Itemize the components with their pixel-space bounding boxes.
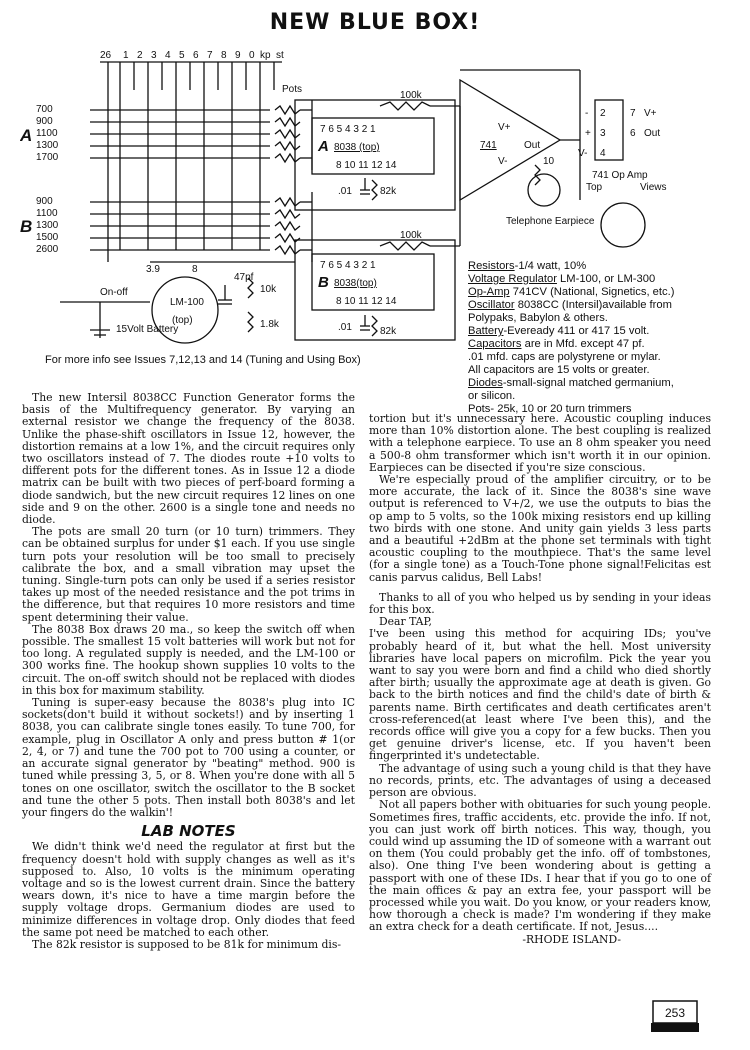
parts-item: Voltage Regulator LM-100, or LM-300 bbox=[468, 273, 656, 285]
group-a-label: A bbox=[20, 126, 33, 145]
freq-label: 1300 bbox=[36, 140, 59, 151]
resistor-10: 10 bbox=[543, 156, 555, 167]
paragraph: We didn't think we'd need the regulator at first but the frequency doesn't hold with supply changes as well as it's supposed to. Also, 10 volts is the minimum operating voltage and so is the lowest current drain. Since the battery wears down, it's nice to have a time margin before the supply voltage drops. Germanium diodes are used to minimize differences in voltage drop. Only diodes that feed the same pot need be matched to each other. bbox=[22, 840, 355, 939]
parts-item: Diodes-small-signal matched germanium, bbox=[468, 377, 674, 389]
lm-top: (top) bbox=[172, 315, 193, 326]
chip-a-label: A bbox=[318, 138, 329, 155]
resistor-1-8k: 1.8k bbox=[260, 319, 279, 330]
opamp-vminus: V- bbox=[498, 156, 508, 167]
lm-pin: 3.9 bbox=[146, 264, 160, 275]
pinout-top: Top bbox=[586, 182, 603, 193]
pinout-views: Views bbox=[640, 182, 667, 193]
paragraph: Not all papers bother with obituaries for such young people. Sometimes fires, traffic accidents, etc. provide the info. If not, you can just work off birth notices. This way, though, you could wind up assuming the ID of someone with a warrant out on them (You could probably get the info. off of tombstones, also). One thing I've been wondering about is getting a passport with one of these IDs. I hear that if you go to one of the main offices & pay an extra fee, your passport will be processed while you wait. Do you know, or your readers know, how thorough a check is made? I'm wondering if they make an extra check for a death certificate. If not, Jesus.... bbox=[369, 798, 711, 934]
page-title: NEW BLUE BOX! bbox=[269, 10, 481, 35]
pinout-sign: + bbox=[585, 128, 591, 139]
freq-label: 900 bbox=[36, 116, 53, 127]
pinout-pin: 4 bbox=[600, 148, 606, 159]
pots-label: Pots bbox=[282, 84, 303, 95]
earpiece-label: Telephone Earpiece bbox=[506, 216, 595, 227]
opamp-vplus: V+ bbox=[498, 122, 511, 133]
keypad-label: 3 bbox=[151, 50, 157, 61]
paragraph: I've been using this method for acquiring IDs; you've probably heard of it, but what the hell. Most university libraries have local papers on microfilm. Pick the year you want to say you were born and find a child who died shortly after birth; usually the approximate age at death is given. Go back to the birth notices and find the child's date of birth & parents name. Birth certificates and death certificates aren't cross-referenced(at least where I've been this), and the records office will give you a copy for a few bucks. Then you get genuine driver's license, etc. If you haven't been fingerprinted it's undetectable. bbox=[369, 627, 711, 763]
chip-b-pins: 7 6 5 4 3 2 1 bbox=[320, 260, 376, 271]
page-number: 253 bbox=[664, 1006, 686, 1020]
paragraph: tortion but it's unnecessary here. Acoustic coupling induces more than 10% distortion alone. The best coupling is realized with a telephone earpiece. To use an 8 ohm speaker you need a 500-8 ohm transformer which isn't worth it in our opinion. Earpieces can be disected if you're size conscious. bbox=[369, 412, 711, 474]
chip-b-pins-bottom: 8 10 11 12 14 bbox=[336, 296, 397, 307]
resistor-100k-a: 100k bbox=[400, 90, 422, 101]
resistor-10k: 10k bbox=[260, 284, 277, 295]
chip-a-name: 8038 (top) bbox=[334, 142, 380, 153]
signature: -RHODE ISLAND- bbox=[522, 932, 621, 946]
keypad-label: 7 bbox=[207, 50, 213, 61]
pinout-sign: V- bbox=[578, 148, 588, 159]
keypad-label: 5 bbox=[179, 50, 185, 61]
onoff-label: On-off bbox=[100, 287, 128, 298]
keypad-label: kp bbox=[260, 50, 271, 61]
freq-label: 1100 bbox=[36, 128, 58, 139]
paragraph: Dear TAP, bbox=[379, 615, 432, 629]
pinout-sign: V+ bbox=[644, 108, 657, 119]
right-column bbox=[369, 413, 711, 946]
paragraph: The pots are small 20 turn (or 10 turn) trimmers. They can be obtained surplus for under $1 each. If you use single turn pots your resolution will be too small to precisely calibrate the box, and a small vibration may upset the tuning. Single-turn pots can only be used if a series resistor takes up most of the needed resistance and the pot trims in the difference, but that requires 10 more resistors and time spent determining their value. bbox=[22, 525, 355, 624]
pinout-pin: 7 bbox=[630, 108, 636, 119]
lab-notes-heading: LAB NOTES bbox=[141, 822, 236, 841]
freq-label: 900 bbox=[36, 196, 53, 207]
group-b-label: B bbox=[20, 217, 33, 236]
paragraph: The 82k resistor is supposed to be 81k for minimum dis- bbox=[32, 937, 342, 951]
paragraph: Thanks to all of you who helped us by sending in your ideas for this box. bbox=[369, 590, 711, 617]
freq-label: 700 bbox=[36, 104, 53, 115]
keypad-label: 6 bbox=[193, 50, 199, 61]
parts-item: Resistors-1/4 watt, 10% bbox=[468, 260, 587, 272]
keypad-label: 9 bbox=[235, 50, 241, 61]
chip-b-label: B bbox=[318, 274, 329, 291]
freq-label: 2600 bbox=[36, 244, 59, 255]
keypad-label: 2 bbox=[137, 50, 143, 61]
keypad-label: 4 bbox=[165, 50, 171, 61]
parts-item: Pots- 25k, 10 or 20 turn trimmers bbox=[468, 403, 632, 415]
pinout-pin: 6 bbox=[630, 128, 636, 139]
keypad-label: 8 bbox=[221, 50, 227, 61]
pinout-pin: 2 bbox=[600, 108, 606, 119]
resistor-82k-a: 82k bbox=[380, 186, 397, 197]
page-number-badge bbox=[650, 998, 700, 1034]
battery-label: 15Volt Battery bbox=[116, 324, 179, 335]
opamp-out: Out bbox=[524, 140, 541, 151]
pinout-title: 741 Op Amp bbox=[592, 170, 648, 181]
paragraph: The advantage of using such a young child is that they have no records, prints, etc. The advantages of using a deceased person are obvious. bbox=[369, 761, 711, 800]
freq-label: 1500 bbox=[36, 232, 59, 243]
paragraph: The new Intersil 8038CC Function Generator forms the basis of the Multifrequency generator. By varying an external resistor we change the frequency of the 8038. Unlike the phase-shift oscillators in Issue 12, however, the distortion remains at a low 1%, and the circuit requires only two oscillators instead of 7. The diodes route +10 volts to different pots for the different tones. As in Issue 12 a diode matrix can be built with two pieces of perf-board forming a diode sandwich, but the new circuit requires 12 lines on one side and 9 on the other. 2600 is a single tone and needs no diode. bbox=[22, 391, 355, 527]
keypad-label: 1 bbox=[123, 50, 129, 61]
opamp-name: 741 bbox=[480, 140, 497, 151]
pinout-sign: Out bbox=[644, 128, 661, 139]
parts-item: Polypaks, Babylon & others. bbox=[468, 312, 608, 324]
parts-item: Battery-Eveready 411 or 417 15 volt. bbox=[468, 325, 650, 337]
chip-b-name: 8038(top) bbox=[334, 278, 377, 289]
left-column bbox=[22, 392, 355, 951]
parts-list bbox=[468, 260, 738, 416]
freq-label: 1100 bbox=[36, 208, 58, 219]
pinout-sign: - bbox=[585, 108, 589, 119]
paragraph: We're especially proud of the amplifier circuitry, or to be more accurate, the lack of it. Since the 8038's sine wave output is referenced to V+/2, we use the outputs to bias the op amp to 5 volts, so the 100k mixing resistors end up killing two birds with one stone. And unity gain yields 3 less parts and a beautiful +2dBm at the phone set terminals with tight acoustic coupling to the mouthpiece. That's the same level (for a single tone) as a Touch-Tone phone signal!Felicitas est canis parvus calidus, Bell Labs! bbox=[369, 473, 711, 584]
lm-label: LM-100 bbox=[170, 297, 204, 308]
paragraph: Tuning is super-easy because the 8038's plug into IC sockets(don't build it without sockets!) and by inserting 1 8038, you can calibrate single tones easily. To tune 700, for example, plug in Oscillator A only and press button # 1(or 2, 4, or 7) and tune the 700 pot to 700 using a counter, or an accurate signal generator by "beating" method. 900 is tuned while pressing 3, 5, or 8. When you're done with all 5 tones on one oscillator, switch the oscillator to the B socket and tune the other 5 pots. Then install both 8038's and let your fingers do the walkin'! bbox=[22, 696, 355, 819]
cap-01-b: .01 bbox=[338, 322, 352, 333]
chip-a-pins: 7 6 5 4 3 2 1 bbox=[320, 124, 376, 135]
lm-pin: 8 bbox=[192, 264, 198, 275]
cap-01-a: .01 bbox=[338, 186, 352, 197]
parts-item: Op-Amp 741CV (National, Signetics, etc.) bbox=[468, 286, 675, 298]
resistor-100k-b: 100k bbox=[400, 230, 422, 241]
parts-item: Oscillator 8038CC (Intersil)available from bbox=[468, 299, 672, 311]
keypad-label: 0 bbox=[249, 50, 255, 61]
keypad-label: 26 bbox=[100, 50, 112, 61]
freq-label: 1700 bbox=[36, 152, 59, 163]
parts-item: or silicon. bbox=[468, 390, 516, 402]
parts-item: Capacitors are in Mfd. except 47 pf. bbox=[468, 338, 645, 350]
freq-label: 1300 bbox=[36, 220, 59, 231]
parts-item: All capacitors are 15 volts or greater. bbox=[468, 364, 650, 376]
keypad-label: st bbox=[276, 50, 284, 61]
chip-a-pins-bottom: 8 10 11 12 14 bbox=[336, 160, 397, 171]
resistor-82k-b: 82k bbox=[380, 326, 397, 337]
parts-item: .01 mfd. caps are polystyrene or mylar. bbox=[468, 351, 661, 363]
paragraph: The 8038 Box draws 20 ma., so keep the switch off when possible. The smallest 15 volt batteries will work but not for too long. A regulated supply is needed, and the LM-100 or 300 works fine. The hookup shown supplies 10 volts to the circuit. The on-off switch should not be replaced with diodes in this box for maximum stability. bbox=[22, 622, 355, 697]
cap-47pf: 47pf bbox=[234, 272, 254, 283]
pinout-pin: 3 bbox=[600, 128, 606, 139]
schematic-caption: For more info see Issues 7,12,13 and 14 (Tuning and Using Box) bbox=[45, 354, 361, 366]
